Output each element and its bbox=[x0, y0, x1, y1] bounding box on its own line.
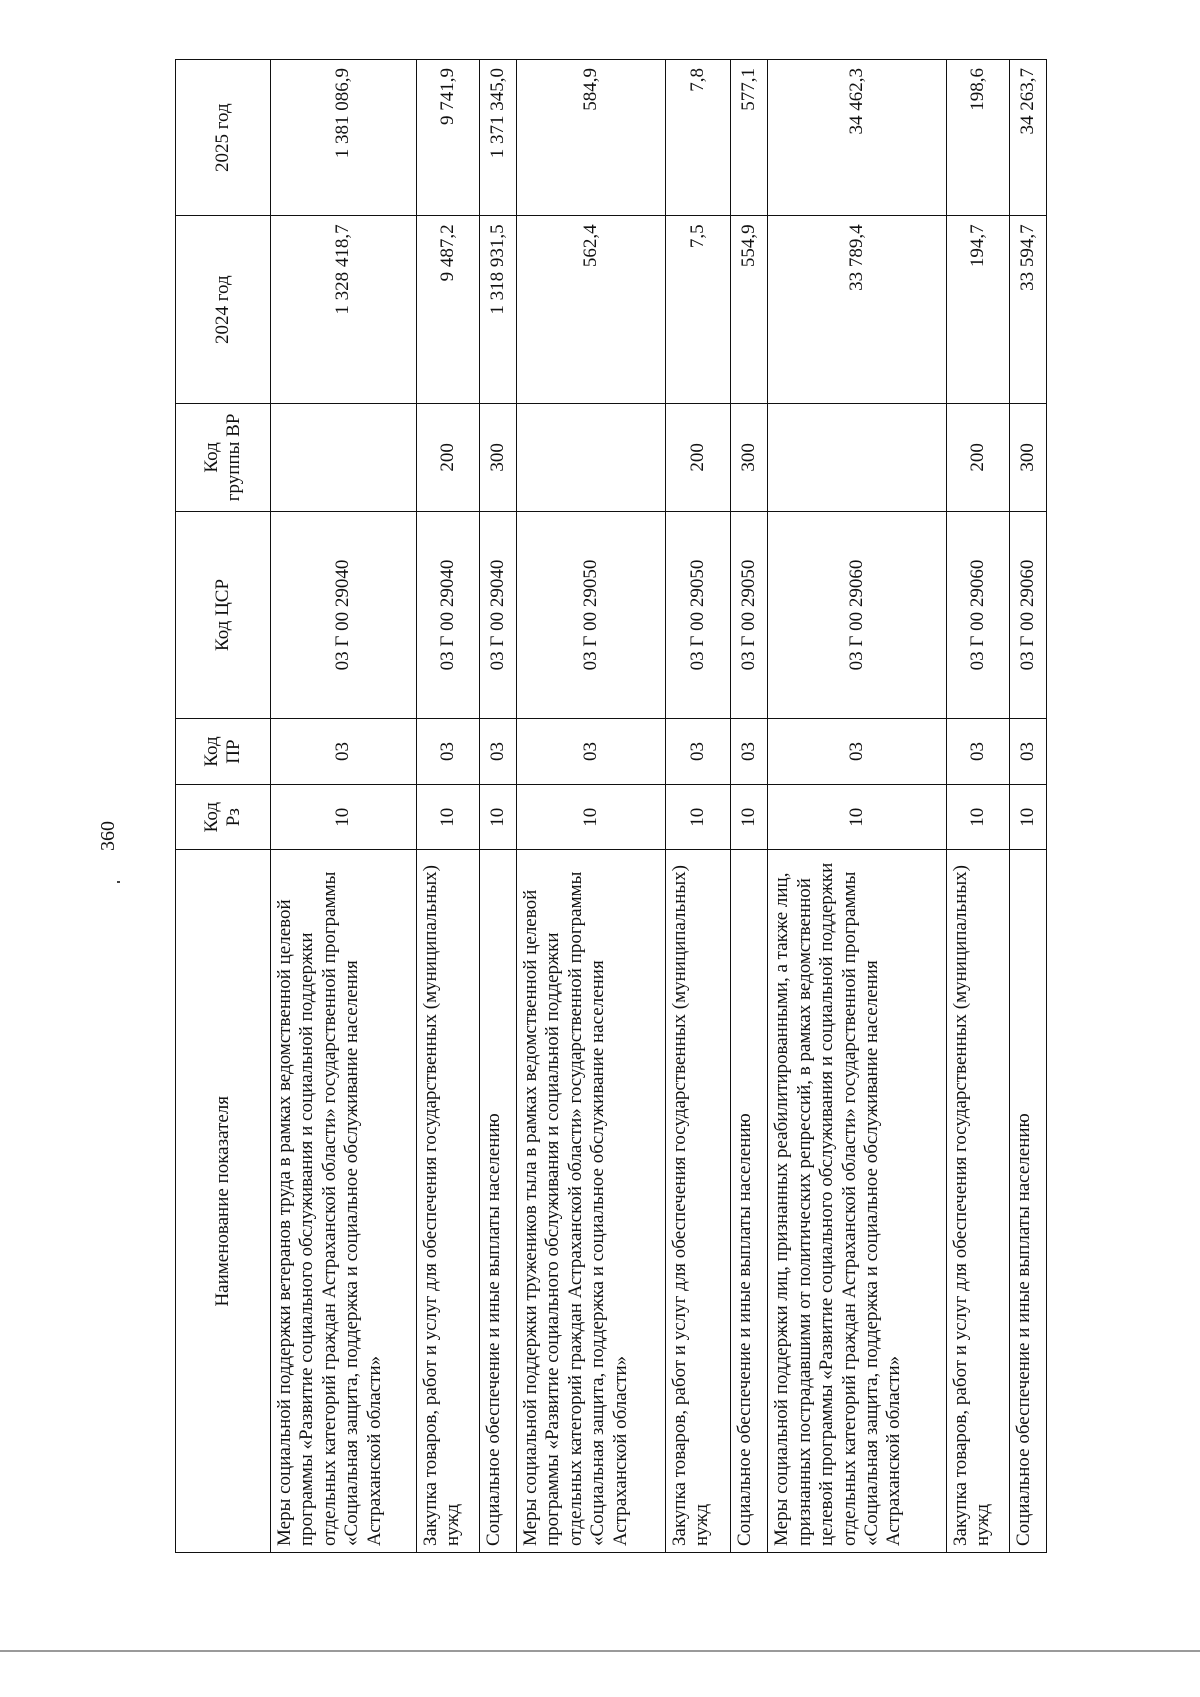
cell-name: Меры социальной поддержки тружеников тыла в рамках ведомственной целевой программы «Развитие социального обслуживания и социальной поддержки отдельных категорий граждан Астраханской области» государственной программы «Социальная защита, поддержка и социальное обслуживание населения Астраханской области» bbox=[516, 850, 665, 1553]
cell-name: Закупка товаров, работ и услуг для обеспечения государственных (муниципальных) нужд bbox=[416, 850, 479, 1553]
cell-name: Меры социальной поддержки лиц, признанных реабилитированными, а также лиц, признанных пострадавшими от политических репрессий, в рамках ведомственной целевой программы «Развитие социального обслуживания и социальной поддержки отдельных категорий граждан Астраханской области» государственной программы «Социальная защита, поддержка и социальное обслуживание населения Астраханской области» bbox=[768, 850, 946, 1553]
cell-rz: 10 bbox=[731, 784, 768, 850]
header-csr: Код ЦСР bbox=[176, 511, 271, 718]
cell-2025: 34 462,3 bbox=[768, 60, 946, 216]
header-row bbox=[176, 60, 271, 1553]
header-pr: Код ПР bbox=[176, 719, 271, 785]
cell-rz: 10 bbox=[516, 784, 665, 850]
cell-pr: 03 bbox=[1009, 719, 1046, 785]
header-vr: Код группы ВР bbox=[176, 404, 271, 512]
cell-2024: 554,9 bbox=[731, 216, 768, 404]
cell-2024: 33 594,7 bbox=[1009, 216, 1046, 404]
cell-2025: 9 741,9 bbox=[416, 60, 479, 216]
budget-table bbox=[175, 59, 1047, 1553]
table-row bbox=[731, 60, 768, 1553]
cell-vr: 300 bbox=[479, 404, 516, 512]
cell-2024: 194,7 bbox=[946, 216, 1009, 404]
cell-2025: 577,1 bbox=[731, 60, 768, 216]
header-2025: 2025 год bbox=[176, 60, 271, 216]
cell-2024: 7,5 bbox=[666, 216, 731, 404]
header-2024: 2024 год bbox=[176, 216, 271, 404]
cell-2025: 584,9 bbox=[516, 60, 665, 216]
cell-pr: 03 bbox=[666, 719, 731, 785]
cell-csr: 03 Г 00 29040 bbox=[271, 511, 417, 718]
cell-name: Социальное обеспечение и иные выплаты населению bbox=[479, 850, 516, 1553]
cell-csr: 03 Г 00 29060 bbox=[946, 511, 1009, 718]
cell-2024: 9 487,2 bbox=[416, 216, 479, 404]
cell-csr: 03 Г 00 29050 bbox=[516, 511, 665, 718]
rotated-table-frame bbox=[175, 59, 1047, 1553]
cell-vr: 200 bbox=[946, 404, 1009, 512]
cell-2024: 1 328 418,7 bbox=[271, 216, 417, 404]
cell-vr bbox=[768, 404, 946, 512]
cell-vr: 200 bbox=[666, 404, 731, 512]
cell-pr: 03 bbox=[516, 719, 665, 785]
cell-rz: 10 bbox=[271, 784, 417, 850]
cell-name: Закупка товаров, работ и услуг для обеспечения государственных (муниципальных) нужд bbox=[666, 850, 731, 1553]
cell-name: Закупка товаров, работ и услуг для обеспечения государственных (муниципальных) нужд bbox=[946, 850, 1009, 1553]
cell-2025: 7,8 bbox=[666, 60, 731, 216]
cell-csr: 03 Г 00 29050 bbox=[731, 511, 768, 718]
cell-2025: 1 371 345,0 bbox=[479, 60, 516, 216]
cell-pr: 03 bbox=[479, 719, 516, 785]
header-name: Наименование показателя bbox=[176, 850, 271, 1553]
budget-table-container bbox=[175, 59, 1047, 1553]
table-row bbox=[1009, 60, 1046, 1553]
page-number: 360 bbox=[97, 821, 119, 851]
cell-rz: 10 bbox=[666, 784, 731, 850]
cell-csr: 03 Г 00 29060 bbox=[1009, 511, 1046, 718]
cell-2025: 1 381 086,9 bbox=[271, 60, 417, 216]
cell-2025: 198,6 bbox=[946, 60, 1009, 216]
cell-rz: 10 bbox=[416, 784, 479, 850]
cell-2024: 1 318 931,5 bbox=[479, 216, 516, 404]
cell-rz: 10 bbox=[1009, 784, 1046, 850]
table-row bbox=[946, 60, 1009, 1553]
table-row bbox=[666, 60, 731, 1553]
table-row bbox=[271, 60, 417, 1553]
cell-2024: 562,4 bbox=[516, 216, 665, 404]
cell-2025: 34 263,7 bbox=[1009, 60, 1046, 216]
cell-rz: 10 bbox=[946, 784, 1009, 850]
cell-pr: 03 bbox=[731, 719, 768, 785]
cell-rz: 10 bbox=[768, 784, 946, 850]
scan-edge-line bbox=[0, 1650, 1200, 1652]
cell-2024: 33 789,4 bbox=[768, 216, 946, 404]
cell-pr: 03 bbox=[416, 719, 479, 785]
header-rz: Код Рз bbox=[176, 784, 271, 850]
cell-name: Социальное обеспечение и иные выплаты населению bbox=[731, 850, 768, 1553]
cell-vr: 300 bbox=[1009, 404, 1046, 512]
cell-name: Социальное обеспечение и иные выплаты населению bbox=[1009, 850, 1046, 1553]
cell-rz: 10 bbox=[479, 784, 516, 850]
cell-csr: 03 Г 00 29060 bbox=[768, 511, 946, 718]
cell-pr: 03 bbox=[768, 719, 946, 785]
table-row bbox=[516, 60, 665, 1553]
scan-speck bbox=[117, 881, 120, 883]
cell-vr: 300 bbox=[731, 404, 768, 512]
cell-vr bbox=[516, 404, 665, 512]
cell-csr: 03 Г 00 29050 bbox=[666, 511, 731, 718]
table-row bbox=[479, 60, 516, 1553]
table-row bbox=[768, 60, 946, 1553]
cell-vr bbox=[271, 404, 417, 512]
cell-vr: 200 bbox=[416, 404, 479, 512]
cell-pr: 03 bbox=[946, 719, 1009, 785]
cell-csr: 03 Г 00 29040 bbox=[416, 511, 479, 718]
cell-name: Меры социальной поддержки ветеранов труда в рамках ведомственной целевой программы «Развитие социального обслуживания и социальной поддержки отдельных категорий граждан Астраханской области» государственной программы «Социальная защита, поддержка и социальное обслуживание населения Астраханской области» bbox=[271, 850, 417, 1553]
cell-pr: 03 bbox=[271, 719, 417, 785]
cell-csr: 03 Г 00 29040 bbox=[479, 511, 516, 718]
table-row bbox=[416, 60, 479, 1553]
